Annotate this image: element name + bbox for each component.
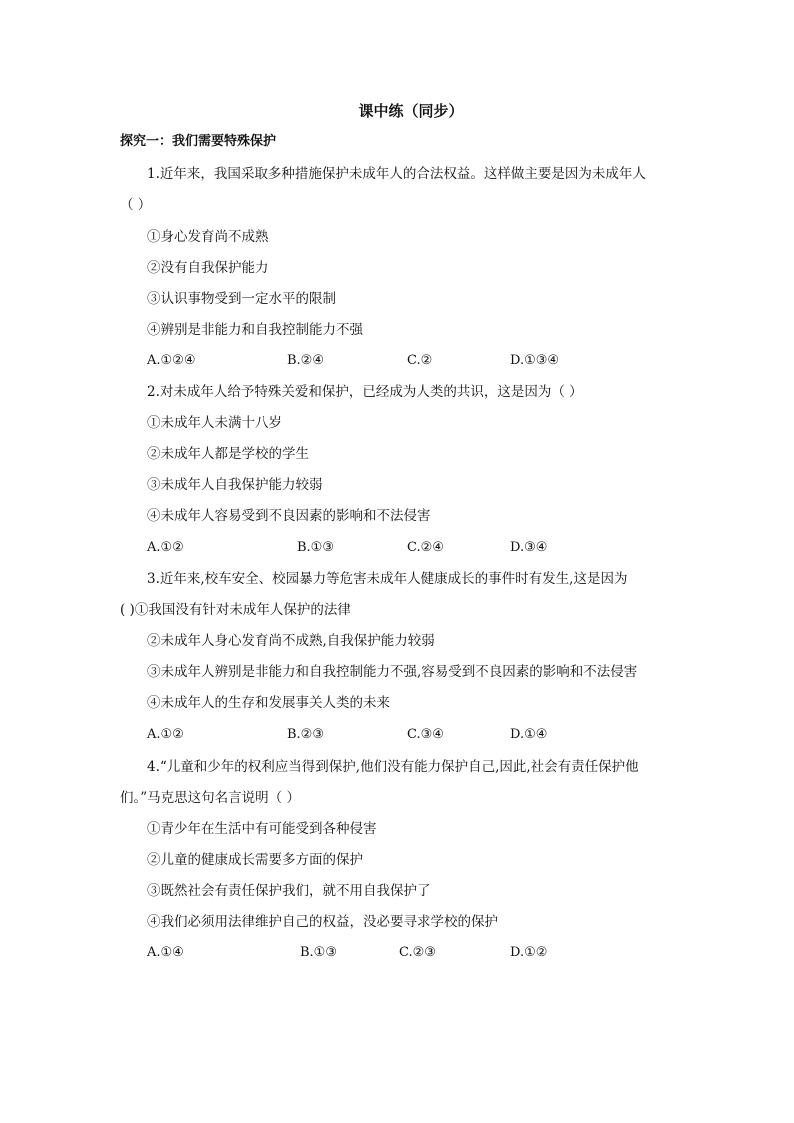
question-2-option-c: C.②④ bbox=[407, 540, 444, 555]
question-3-item-3: ③未成年人辨别是非能力和自我控制能力不强,容易受到不良因素的影响和不法侵害 bbox=[147, 664, 638, 680]
question-3-item-2: ②未成年人身心发育尚不成熟,自我保护能力较弱 bbox=[147, 633, 435, 649]
question-3-option-d: D.①④ bbox=[510, 727, 548, 742]
question-4-item-1: ①青少年在生活中有可能受到各种侵害 bbox=[147, 821, 377, 837]
question-1-option-b: B.②④ bbox=[287, 353, 324, 368]
page-title: 课中练（同步） bbox=[358, 102, 464, 120]
question-1-item-2: ②没有自我保护能力 bbox=[147, 260, 269, 276]
question-2-option-b: B.①③ bbox=[297, 540, 334, 555]
question-2-stem: 2.对未成年人给予特殊关爱和保护，已经成为人类的共识，这是因为（ ） bbox=[147, 384, 583, 400]
question-2-option-d: D.③④ bbox=[510, 540, 548, 555]
section-heading: 探究一：我们需要特殊保护 bbox=[120, 134, 277, 149]
question-3-item-4: ④未成年人的生存和发展事关人类的未来 bbox=[147, 695, 390, 711]
question-4-option-a: A.①④ bbox=[147, 945, 184, 960]
question-2-item-4: ④未成年人容易受到不良因素的影响和不法侵害 bbox=[147, 508, 431, 524]
question-1-stem: 1.近年来，我国采取多种措施保护未成年人的合法权益。这样做主要是因为未成年人 bbox=[147, 166, 646, 182]
question-4-stem: 4.“儿童和少年的权利应当得到保护,他们没有能力保护自己,因此,社会有责任保护他 bbox=[147, 759, 639, 775]
question-4-line-2: 们。”马克思这句名言说明（ ） bbox=[120, 790, 300, 806]
question-1-item-1: ①身心发育尚不成熟 bbox=[147, 229, 269, 245]
question-3-option-a: A.①② bbox=[147, 727, 184, 742]
question-3-stem: 3.近年来,校车安全、校园暴力等危害未成年人健康成长的事件时有发生,这是因为 bbox=[147, 571, 628, 587]
question-3-option-c: C.③④ bbox=[407, 727, 444, 742]
question-3-line-2: ( )①我国没有针对未成年人保护的法律 bbox=[120, 602, 351, 618]
question-4-item-4: ④我们必须用法律维护自己的权益，没必要寻求学校的保护 bbox=[147, 914, 498, 930]
question-4-option-c: C.②③ bbox=[399, 945, 436, 960]
question-1-item-3: ③认识事物受到一定水平的限制 bbox=[147, 291, 336, 307]
question-1-option-c: C.② bbox=[407, 353, 433, 368]
question-2-item-2: ②未成年人都是学校的学生 bbox=[147, 446, 309, 462]
question-1-paren: （ ） bbox=[120, 197, 152, 213]
question-1-item-4: ④辨别是非能力和自我控制能力不强 bbox=[147, 322, 363, 338]
question-2-item-3: ③未成年人自我保护能力较弱 bbox=[147, 477, 323, 493]
question-4-item-2: ②儿童的健康成长需要多方面的保护 bbox=[147, 852, 363, 868]
question-1-option-a: A.①②④ bbox=[147, 353, 196, 368]
question-3-option-b: B.②③ bbox=[287, 727, 324, 742]
question-4-option-b: B.①③ bbox=[300, 945, 337, 960]
question-1-option-d: D.①③④ bbox=[510, 353, 560, 368]
question-4-option-d: D.①② bbox=[510, 945, 548, 960]
question-2-item-1: ①未成年人未满十八岁 bbox=[147, 415, 282, 431]
question-2-option-a: A.①② bbox=[147, 540, 184, 555]
question-4-item-3: ③既然社会有责任保护我们，就不用自我保护了 bbox=[147, 883, 431, 899]
